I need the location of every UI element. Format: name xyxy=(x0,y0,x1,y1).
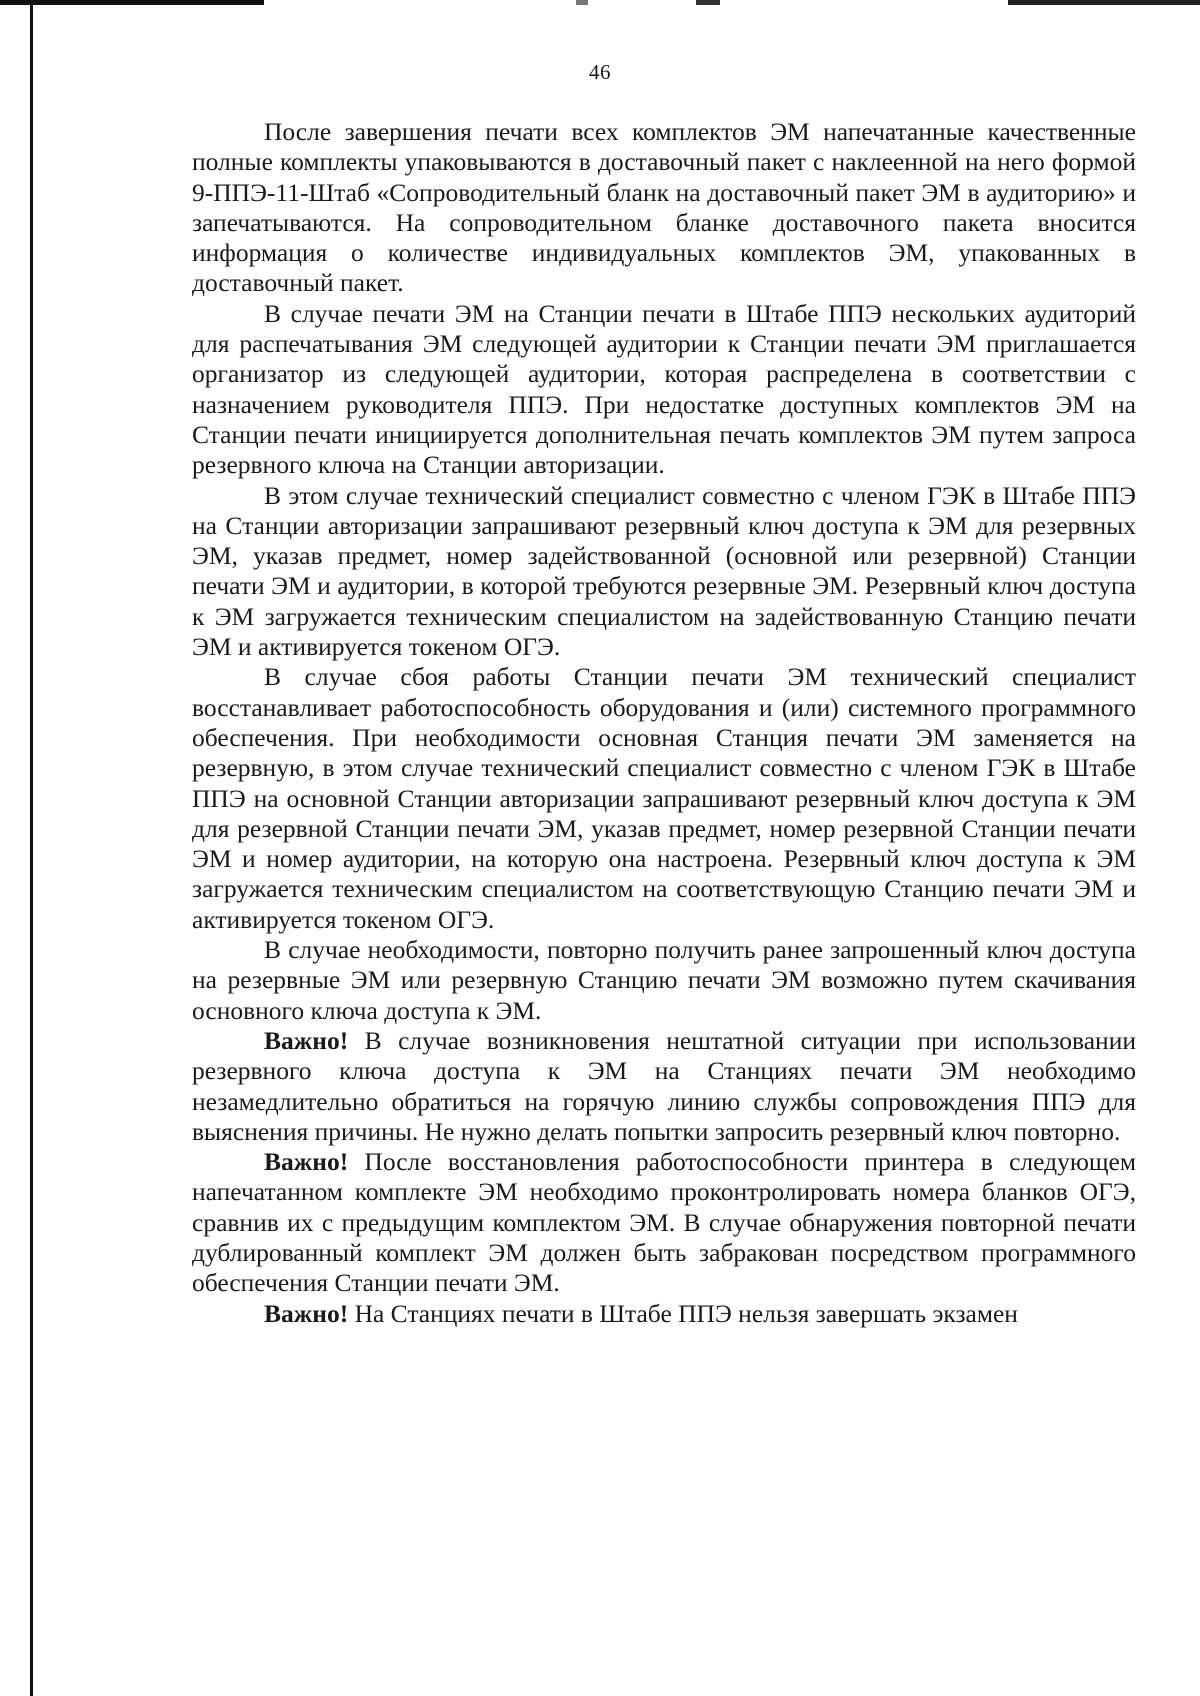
important-label: Важно! xyxy=(264,1147,349,1177)
paragraph-repeat-key xyxy=(192,935,1136,1026)
paragraph-important-finish xyxy=(192,1299,1136,1329)
scan-top-edge xyxy=(0,0,1200,5)
paragraph-multiple-auditoriums xyxy=(192,299,1136,481)
document-body xyxy=(192,117,1136,1329)
paragraph-reserve-key xyxy=(192,481,1136,663)
paragraph-station-failure xyxy=(192,662,1136,935)
important-label: Важно! xyxy=(264,1025,349,1055)
paragraph-text: В случае печати ЭМ на Станции печати в Штабе ППЭ нескольких аудиторий для распечатывания ЭМ следующей аудитории к Станции печати ЭМ приглашается организатор из следующей аудитории, которая распределена в соответствии с назначением руководителя ППЭ. При недостатке доступных комплектов ЭМ на Станции печати инициируется дополнительная печать комплектов ЭМ путем запроса резервного ключа на Станции авторизации. xyxy=(192,298,1136,480)
paragraph-text: На Станциях печати в Штабе ППЭ нельзя завершать экзамен xyxy=(348,1298,1018,1328)
page-number: 46 xyxy=(589,60,611,84)
important-label: Важно! xyxy=(264,1298,349,1328)
paragraph-text: В этом случае технический специалист совместно с членом ГЭК в Штабе ППЭ на Станции авторизации запрашивают резервный ключ доступа к ЭМ для резервных ЭМ, указав предмет, номер задействованной (основной или резервной) Станции печати ЭМ и аудитории, в которой требуются резервные ЭМ. Резервный ключ доступа к ЭМ загружается техническим специалистом на задействованную Станцию печати ЭМ и активируется токеном ОГЭ. xyxy=(192,480,1136,662)
paragraph-text: В случае необходимости, повторно получить ранее запрошенный ключ доступа на резервные ЭМ или резервную Станцию печати ЭМ возможно путем скачивания основного ключа доступа к ЭМ. xyxy=(192,935,1136,1025)
paragraph-text: В случае возникновения нештатной ситуации при использовании резервного ключа доступа к ЭМ на Станциях печати ЭМ необходимо незамедлительно обратиться на горячую линию службы сопровождения ППЭ для выяснения причины. Не нужно делать попытки запросить резервный ключ повторно. xyxy=(192,1025,1136,1146)
paragraph-text: После восстановления работоспособности принтера в следующем напечатанном комплекте ЭМ необходимо проконтролировать номера бланков ОГЭ, сравнив их с предыдущим комплектом ЭМ. В случае обнаружения повторной печати дублированный комплект ЭМ должен быть забракован посредством программного обеспечения Станции печати ЭМ. xyxy=(192,1147,1136,1298)
paragraph-important-hotline xyxy=(192,1026,1136,1147)
paragraph-text: После завершения печати всех комплектов ЭМ напечатанные качественные полные комплекты упаковываются в доставочный пакет с наклеенной на него формой 9-ППЭ-11-Штаб «Сопроводительный бланк на доставочный пакет ЭМ в аудиторию» и запечатываются. На сопроводительном бланке доставочного пакета вносится информация о количестве индивидуальных комплектов ЭМ, упакованных в доставочный пакет. xyxy=(192,117,1136,298)
paragraph-text: В случае сбоя работы Станции печати ЭМ технический специалист восстанавливает работоспособность оборудования и (или) системного программного обеспечения. При необходимости основная Станция печати ЭМ заменяется на резервную, в этом случае технический специалист совместно с членом ГЭК в Штабе ППЭ на основной Станции авторизации запрашивают резервный ключ доступа к ЭМ для резервной Станции печати ЭМ, указав предмет, номер резервной Станции печати ЭМ и номер аудитории, на которую она настроена. Резервный ключ доступа к ЭМ загружается техническим специалистом на соответствующую Станцию печати ЭМ и активируется токеном ОГЭ. xyxy=(192,662,1136,934)
scan-left-border xyxy=(30,0,33,1696)
paragraph-important-printer xyxy=(192,1147,1136,1298)
paragraph-packaging xyxy=(192,117,1136,299)
